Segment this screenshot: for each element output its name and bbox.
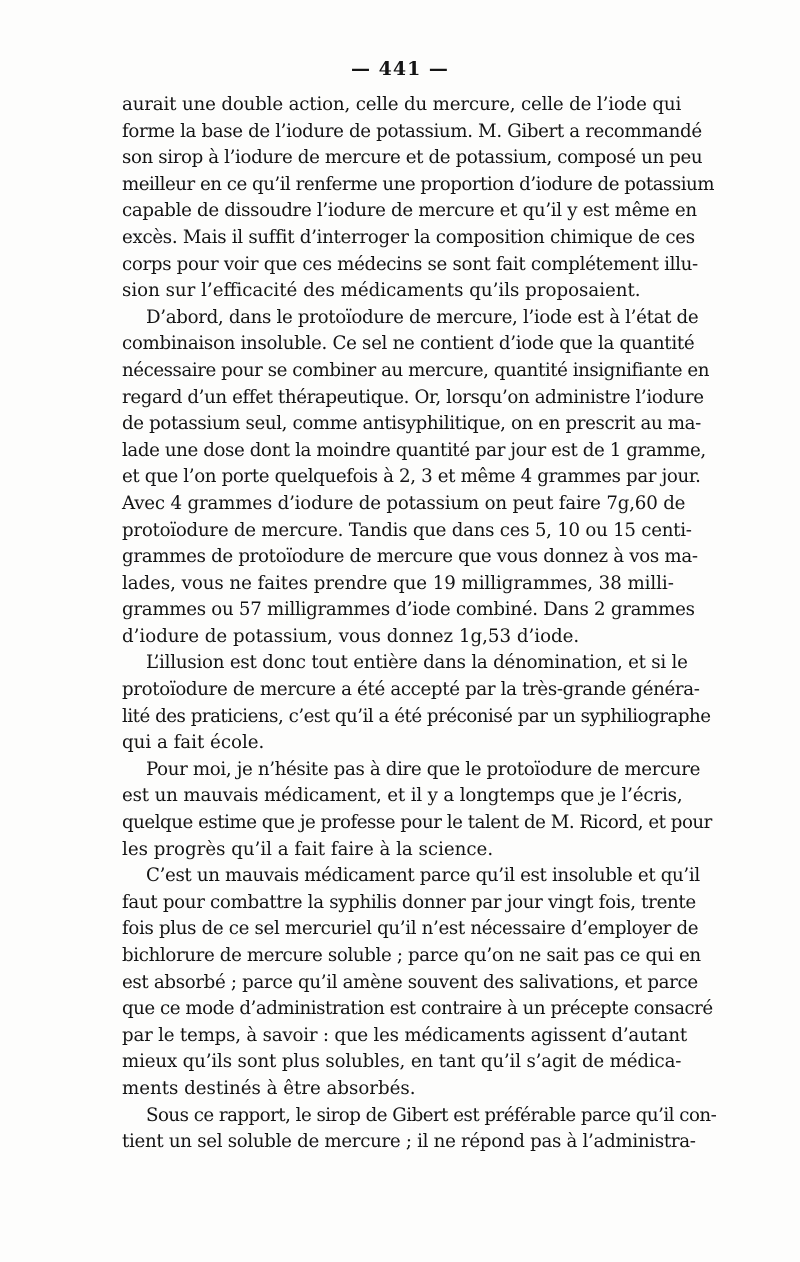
text-line: par le temps, à savoir : que les médicaments agissent d’autant [122, 1024, 687, 1046]
text-line: quelque estime que je professe pour le talent de M. Ricord, et pour [122, 812, 712, 834]
text-line: protoïodure de mercure a été accepté par la très-grande généra- [122, 679, 700, 701]
text-line: nécessaire pour se combiner au mercure, quantité insignifiante en [122, 359, 709, 381]
text-line: D’abord, dans le protoïodure de mercure, l’iode est à l’état de [146, 306, 699, 328]
text-line: d’iodure de potassium, vous donnez 1g,53 d’iode. [122, 625, 580, 647]
text-line: fois plus de ce sel mercuriel qu’il n’est nécessaire d’employer de [122, 918, 699, 940]
text-line: excès. Mais il suffit d’interroger la composition chimique de ces [122, 226, 695, 248]
paragraph [122, 92, 715, 305]
text-line: meilleur en ce qu’il renferme une proportion d’iodure de potassium [122, 173, 715, 195]
text-line: faut pour combattre la syphilis donner par jour vingt fois, trente [122, 891, 696, 913]
paragraph [122, 650, 711, 756]
paragraph [122, 863, 713, 1102]
paragraph [122, 305, 709, 651]
text-line: C’est un mauvais médicament parce qu’il est insoluble et qu’il [146, 865, 700, 887]
text-line: aurait une double action, celle du mercure, celle de l’iode qui [122, 94, 682, 115]
text-line: regard d’un effet thérapeutique. Or, lorsqu’on administre l’iodure [122, 386, 704, 408]
text-line: est absorbé ; parce qu’il amène souvent des salivations, et parce [122, 971, 698, 993]
body-text [122, 92, 717, 1156]
text-line: les progrès qu’il a fait faire à la science. [122, 838, 494, 860]
text-line: de potassium seul, comme antisyphilitique, on en prescrit au ma- [122, 413, 701, 435]
text-line: son sirop à l’iodure de mercure et de potassium, composé un peu [122, 147, 703, 169]
text-line: lité des praticiens, c’est qu’il a été préconisé par un syphiliographe [122, 705, 711, 727]
text-line: Sous ce rapport, le sirop de Gibert est préférable parce qu’il con- [146, 1104, 717, 1126]
text-line: est un mauvais médicament, et il y a longtemps que je l’écris, [122, 785, 683, 807]
text-line: protoïodure de mercure. Tandis que dans ces 5, 10 ou 15 centi- [122, 519, 692, 541]
text-line: lade une dose dont la moindre quantité par jour est de 1 gramme, [122, 439, 706, 461]
text-line: ments destinés à être absorbés. [122, 1077, 416, 1099]
text-line: mieux qu’ils sont plus solubles, en tant qu’il s’agit de médica- [122, 1051, 682, 1073]
text-line: Avec 4 grammes d’iodure de potassium on peut faire 7g,60 de [122, 492, 686, 514]
text-line: sion sur l’efficacité des médicaments qu’ils proposaient. [122, 280, 641, 302]
text-line: et que l’on porte quelquefois à 2, 3 et même 4 grammes par jour. [122, 466, 701, 488]
text-line: lades, vous ne faites prendre que 19 milligrammes, 38 milli- [122, 572, 674, 594]
text-line: qui a fait école. [122, 732, 265, 754]
text-line: corps pour voir que ces médecins se sont fait complétement illu- [122, 253, 698, 275]
paragraph [122, 1103, 717, 1156]
text-line: grammes de protoïodure de mercure que vous donnez à vos ma- [122, 546, 698, 568]
text-line: tient un sel soluble de mercure ; il ne répond pas à l’administra- [122, 1131, 696, 1153]
text-line: forme la base de l’iodure de potassium. M. Gibert a recommandé [122, 120, 702, 142]
text-line: grammes ou 57 milligrammes d’iode combiné. Dans 2 grammes [122, 599, 695, 621]
paragraph [122, 757, 712, 863]
text-line: combinaison insoluble. Ce sel ne contient d’iode que la quantité [122, 333, 695, 355]
text-line: L’illusion est donc tout entière dans la dénomination, et si le [146, 652, 688, 674]
text-line: bichlorure de mercure soluble ; parce qu’on ne sait pas ce qui en [122, 945, 701, 966]
text-line: Pour moi, je n’hésite pas à dire que le protoïodure de mercure [146, 758, 701, 780]
page-number: — 441 — [351, 58, 449, 80]
text-line: que ce mode d’administration est contraire à un précepte consacré [122, 998, 713, 1020]
text-line: capable de dissoudre l’iodure de mercure et qu’il y est même en [122, 200, 697, 222]
